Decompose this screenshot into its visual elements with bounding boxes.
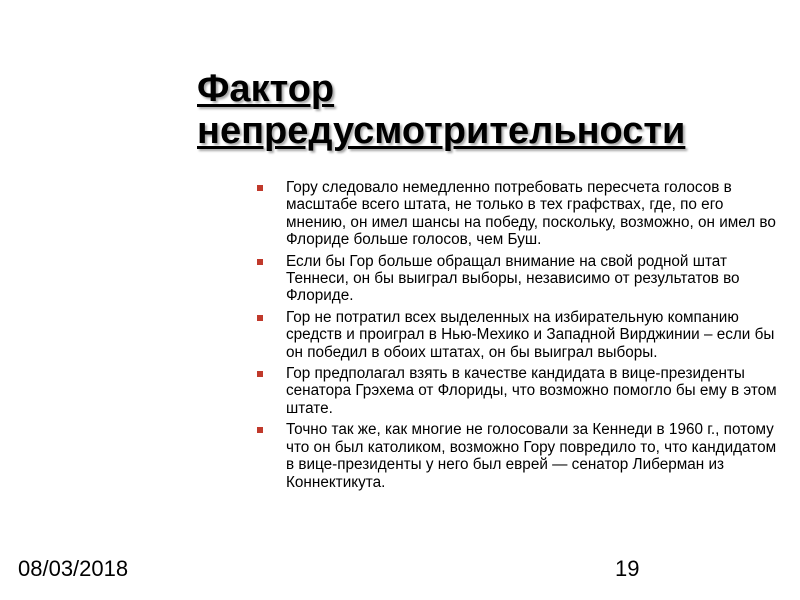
bullet-text: Если бы Гор больше обращал внимание на свой родной штат Теннеси, он бы выиграл выборы, независимо от результатов во Флориде. — [286, 252, 740, 305]
bullet-item — [257, 365, 777, 417]
title-line-2: непредусмотрительности — [197, 110, 686, 152]
square-bullet-icon — [257, 315, 263, 321]
bullet-text: Точно так же, как многие не голосовали за Кеннеди в 1960 г., потому что он был католиком, возможно Гору повредило то, что кандидатом в вице-президенты у него был еврей — сенатор Либерман из Коннектикута. — [286, 421, 777, 491]
slide-title — [197, 68, 685, 152]
bullet-list — [257, 179, 777, 495]
square-bullet-icon — [257, 259, 263, 265]
square-bullet-icon — [257, 371, 263, 377]
bullet-item — [257, 309, 777, 361]
footer-page-number: 19 — [615, 556, 640, 581]
footer-date: 08/03/2018 — [18, 556, 129, 581]
square-bullet-icon — [257, 427, 263, 433]
title-line-1: Фактор — [197, 68, 335, 110]
bullet-text: Гору следовало немедленно потребовать пересчета голосов в масштабе всего штата, не только в тех графствах, где, по его мнению, он имел шансы на победу, поскольку, возможно, он имел во Флориде больше голосов, чем Буш. — [286, 179, 776, 249]
bullet-item — [257, 179, 777, 249]
bullet-text: Гор предполагал взять в качестве кандидата в вице-президенты сенатора Грэхема от Флориды, что возможно помогло бы ему в этом штате. — [286, 365, 777, 417]
bullet-text: Гор не потратил всех выделенных на избирательную компанию средств и проиграл в Нью-Мехико и Западной Вирджинии – если бы он победил в обоих штатах, он бы выиграл выборы. — [286, 308, 775, 361]
bullet-item — [257, 253, 777, 305]
square-bullet-icon — [257, 185, 263, 191]
bullet-item — [257, 421, 777, 491]
